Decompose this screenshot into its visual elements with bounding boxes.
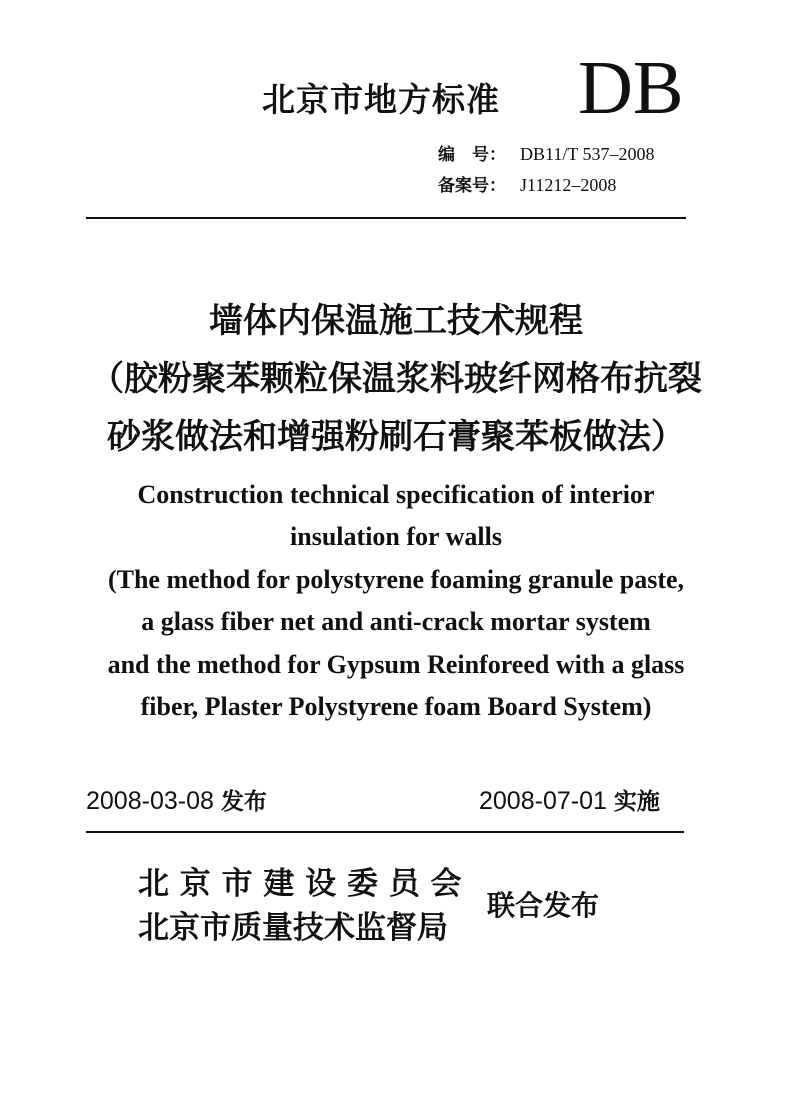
title-en-line-5: and the method for Gypsum Reinforeed with a glass	[107, 650, 685, 679]
issuer-construction-commission: 北 京 市 建 设 委 员 会	[138, 866, 462, 902]
header-divider	[86, 217, 686, 219]
title-en-line-2: insulation for walls	[290, 522, 502, 551]
record-number	[438, 171, 616, 196]
implementation-date-label: 实施	[613, 789, 660, 815]
title-en-line-1: Construction technical specification of interior	[137, 480, 655, 509]
title-en-line-6: fiber, Plaster Polystyrene foam Board System)	[140, 692, 652, 721]
standard-number-value: DB11/T 537–2008	[520, 144, 655, 164]
issuer-quality-bureau: 北京市质量技术监督局	[138, 910, 448, 946]
issue-date	[86, 783, 267, 816]
title-cn-line-2: （胶粉聚苯颗粒保温浆料玻纤网格布抗裂	[90, 359, 702, 399]
standard-code-db: DB	[578, 46, 684, 130]
title-en-line-3: (The method for polystyrene foaming granule paste,	[107, 565, 685, 594]
title-cn-line-1: 墙体内保温施工技术规程	[209, 301, 583, 341]
title-en-line-4: a glass fiber net and anti-crack mortar system	[141, 607, 651, 636]
issue-date-value: 2008-03-08	[86, 787, 214, 815]
issue-date-label: 发布	[220, 789, 267, 815]
standard-type-heading: 北京市地方标准	[262, 80, 500, 119]
standard-number-label: 编 号：	[438, 145, 506, 165]
record-number-label: 备案号：	[438, 176, 506, 196]
implementation-date	[479, 783, 660, 816]
standard-number	[438, 140, 655, 165]
record-number-value: J11212–2008	[520, 175, 617, 195]
dates-divider	[86, 831, 684, 833]
joint-issue-label: 联合发布	[487, 889, 600, 922]
title-cn-line-3: 砂浆做法和增强粉刷石膏聚苯板做法）	[107, 417, 685, 457]
implementation-date-value: 2008-07-01	[479, 787, 607, 815]
